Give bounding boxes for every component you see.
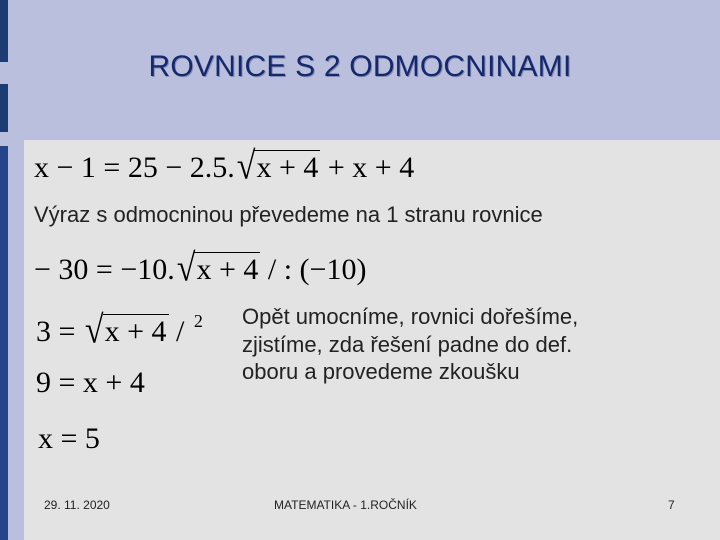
slide-title: ROVNICE S 2 ODMOCNINAMI [148, 50, 572, 83]
equation-1-rhs: + x + 4 [320, 151, 415, 184]
equation-3 [36, 309, 203, 352]
radical-icon: √ [176, 247, 196, 290]
equation-1-radicand: x + 4 [256, 151, 319, 184]
equation-2-lhs: − 30 = −10. [34, 253, 175, 286]
footer-date: 29. 11. 2020 [44, 498, 110, 512]
radical-icon: √ [236, 145, 256, 188]
equation-2 [34, 247, 367, 290]
note-line: Opět umocníme, rovnici dořešíme, [242, 304, 579, 329]
equation-3-rhs: / [168, 315, 192, 348]
equation-4: 9 = x + 4 [36, 366, 145, 399]
accent-stripe [0, 146, 8, 540]
equation-5: x = 5 [38, 422, 100, 455]
equation-2-rhs: / : (−10) [260, 253, 367, 286]
radical-icon: √ [84, 309, 104, 352]
note-text [242, 303, 578, 386]
equation-1 [34, 145, 415, 188]
equation-1-lhs: x − 1 = 25 − 2.5. [34, 151, 235, 184]
accent-stripe [0, 84, 8, 132]
note-line: oboru a provedeme zkoušku [242, 359, 520, 385]
footer-page-number: 7 [668, 498, 675, 512]
explanation-text: Výraz s odmocninou převedeme na 1 stranu rovnice [34, 202, 543, 227]
equation-2-radicand: x + 4 [196, 253, 259, 286]
footer-subject: MATEMATIKA - 1.ROČNÍK [274, 498, 417, 512]
equation-3-lhs: 3 = [36, 315, 83, 348]
equation-3-exponent: 2 [193, 311, 203, 331]
equation-3-radicand: x + 4 [104, 315, 167, 348]
note-line: zjistíme, zda řešení padne do def. [242, 331, 573, 357]
